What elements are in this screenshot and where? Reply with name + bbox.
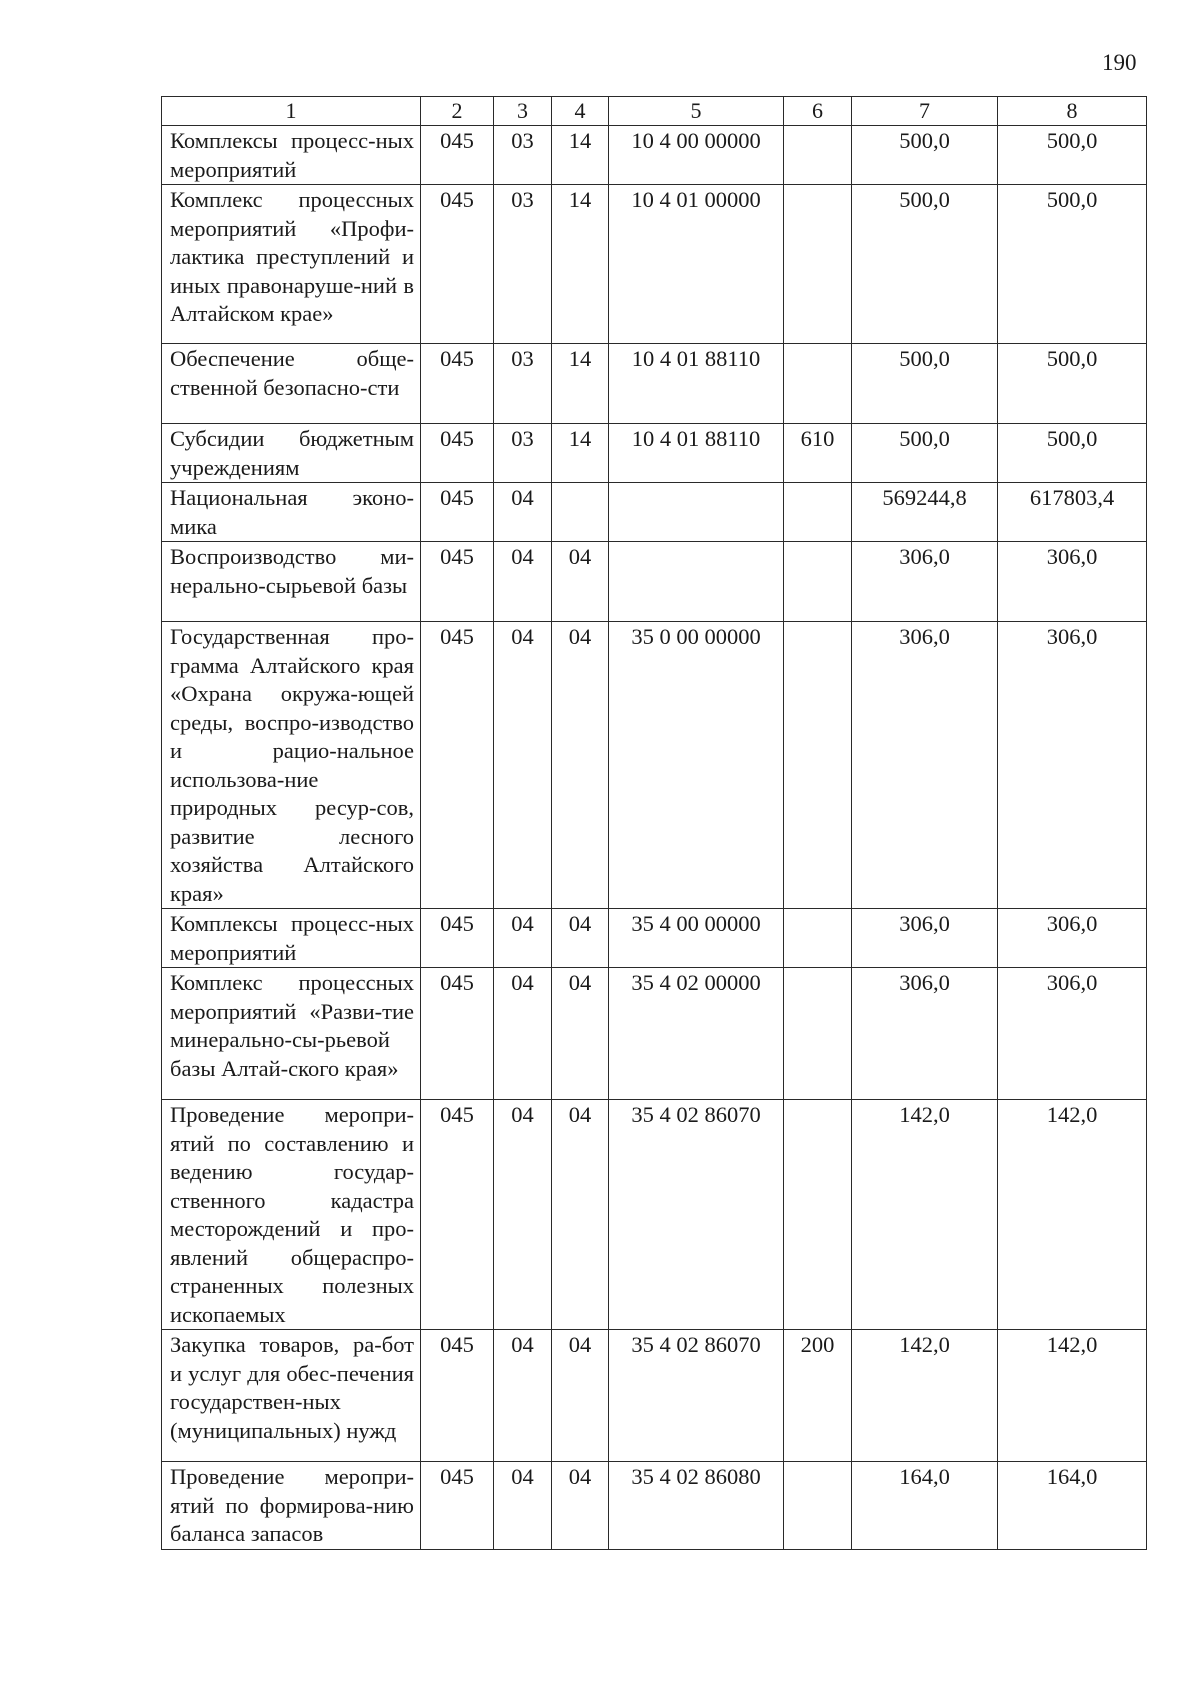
admin-code-cell: 045 [421, 542, 494, 622]
amount-year1-cell: 164,0 [852, 1462, 998, 1550]
subsection-cell: 04 [552, 542, 609, 622]
expense-type-cell [784, 909, 852, 968]
target-article-cell: 10 4 01 88110 [609, 424, 784, 483]
column-header: 8 [998, 97, 1147, 126]
column-header: 1 [162, 97, 421, 126]
section-cell: 04 [494, 968, 552, 1100]
amount-year1-cell: 306,0 [852, 622, 998, 909]
target-article-cell: 35 4 00 00000 [609, 909, 784, 968]
amount-year1-cell: 306,0 [852, 909, 998, 968]
row-name-cell: Проведение меропри-ятий по составлению и ведению государ-ственного кадастра месторождений и про-явлений общераспро-страненных полезных ископаемых [162, 1100, 421, 1330]
table-row [162, 542, 1147, 622]
row-name-cell: Комплекс процессных мероприятий «Разви-тие минерально-сы-рьевой базы Алтай-ского края» [162, 968, 421, 1100]
subsection-cell: 14 [552, 344, 609, 424]
page-number: 190 [1102, 50, 1137, 75]
table-row [162, 483, 1147, 542]
table-row [162, 344, 1147, 424]
admin-code-cell: 045 [421, 1462, 494, 1550]
amount-year2-cell: 500,0 [998, 344, 1147, 424]
subsection-cell: 14 [552, 185, 609, 344]
row-name-cell: Комплекс процессных мероприятий «Профи-лактика преступлений и иных правонаруше-ний в Алтайском крае» [162, 185, 421, 344]
amount-year1-cell: 142,0 [852, 1100, 998, 1330]
subsection-cell: 04 [552, 968, 609, 1100]
target-article-cell: 35 4 02 86070 [609, 1330, 784, 1462]
subsection-cell: 04 [552, 1462, 609, 1550]
table-row [162, 1330, 1147, 1462]
amount-year1-cell: 306,0 [852, 542, 998, 622]
amount-year1-cell: 569244,8 [852, 483, 998, 542]
table-row [162, 622, 1147, 909]
column-header: 2 [421, 97, 494, 126]
table-header-row [162, 97, 1147, 126]
admin-code-cell: 045 [421, 909, 494, 968]
amount-year2-cell: 142,0 [998, 1330, 1147, 1462]
section-cell: 04 [494, 909, 552, 968]
expense-type-cell [784, 622, 852, 909]
admin-code-cell: 045 [421, 1100, 494, 1330]
subsection-cell: 04 [552, 1330, 609, 1462]
row-name-cell: Национальная эконо-мика [162, 483, 421, 542]
table-row [162, 909, 1147, 968]
amount-year1-cell: 306,0 [852, 968, 998, 1100]
expense-type-cell: 200 [784, 1330, 852, 1462]
expense-type-cell [784, 344, 852, 424]
target-article-cell: 35 4 02 86080 [609, 1462, 784, 1550]
admin-code-cell: 045 [421, 126, 494, 185]
row-name-cell: Комплексы процесс-ных мероприятий [162, 909, 421, 968]
subsection-cell [552, 483, 609, 542]
amount-year1-cell: 142,0 [852, 1330, 998, 1462]
amount-year1-cell: 500,0 [852, 424, 998, 483]
row-name-cell: Государственная про-грамма Алтайского края «Охрана окружа-ющей среды, воспро-изводство и рацио-нальное использова-ние природных ресур-сов, развитие лесного хозяйства Алтайского края» [162, 622, 421, 909]
amount-year2-cell: 500,0 [998, 424, 1147, 483]
subsection-cell: 14 [552, 126, 609, 185]
table-row [162, 126, 1147, 185]
amount-year2-cell: 164,0 [998, 1462, 1147, 1550]
target-article-cell: 35 0 00 00000 [609, 622, 784, 909]
section-cell: 03 [494, 185, 552, 344]
column-header: 3 [494, 97, 552, 126]
row-name-cell: Закупка товаров, ра-бот и услуг для обес-печения государствен-ных (муниципальных) нужд [162, 1330, 421, 1462]
section-cell: 03 [494, 126, 552, 185]
expense-type-cell [784, 1100, 852, 1330]
section-cell: 04 [494, 483, 552, 542]
admin-code-cell: 045 [421, 622, 494, 909]
target-article-cell: 35 4 02 00000 [609, 968, 784, 1100]
row-name-cell: Воспроизводство ми-нерально-сырьевой базы [162, 542, 421, 622]
section-cell: 04 [494, 622, 552, 909]
amount-year2-cell: 500,0 [998, 185, 1147, 344]
target-article-cell [609, 542, 784, 622]
admin-code-cell: 045 [421, 185, 494, 344]
admin-code-cell: 045 [421, 1330, 494, 1462]
table-row [162, 185, 1147, 344]
expense-type-cell [784, 126, 852, 185]
section-cell: 03 [494, 344, 552, 424]
section-cell: 03 [494, 424, 552, 483]
expense-type-cell [784, 483, 852, 542]
admin-code-cell: 045 [421, 344, 494, 424]
row-name-cell: Проведение меропри-ятий по формирова-нию баланса запасов [162, 1462, 421, 1550]
section-cell: 04 [494, 542, 552, 622]
table-row [162, 424, 1147, 483]
target-article-cell: 10 4 01 00000 [609, 185, 784, 344]
section-cell: 04 [494, 1462, 552, 1550]
amount-year2-cell: 617803,4 [998, 483, 1147, 542]
table-row [162, 1100, 1147, 1330]
amount-year1-cell: 500,0 [852, 126, 998, 185]
admin-code-cell: 045 [421, 424, 494, 483]
budget-table [161, 96, 1147, 1550]
amount-year2-cell: 306,0 [998, 622, 1147, 909]
section-cell: 04 [494, 1330, 552, 1462]
amount-year2-cell: 142,0 [998, 1100, 1147, 1330]
subsection-cell: 14 [552, 424, 609, 483]
column-header: 7 [852, 97, 998, 126]
target-article-cell: 35 4 02 86070 [609, 1100, 784, 1330]
expense-type-cell [784, 185, 852, 344]
amount-year2-cell: 306,0 [998, 542, 1147, 622]
expense-type-cell [784, 968, 852, 1100]
column-header: 6 [784, 97, 852, 126]
row-name-cell: Субсидии бюджетным учреждениям [162, 424, 421, 483]
amount-year1-cell: 500,0 [852, 344, 998, 424]
amount-year1-cell: 500,0 [852, 185, 998, 344]
target-article-cell: 10 4 00 00000 [609, 126, 784, 185]
subsection-cell: 04 [552, 1100, 609, 1330]
subsection-cell: 04 [552, 909, 609, 968]
amount-year2-cell: 306,0 [998, 909, 1147, 968]
table-row [162, 1462, 1147, 1550]
row-name-cell: Комплексы процесс-ных мероприятий [162, 126, 421, 185]
expense-type-cell [784, 542, 852, 622]
expense-type-cell: 610 [784, 424, 852, 483]
amount-year2-cell: 306,0 [998, 968, 1147, 1100]
admin-code-cell: 045 [421, 483, 494, 542]
table-row [162, 968, 1147, 1100]
admin-code-cell: 045 [421, 968, 494, 1100]
subsection-cell: 04 [552, 622, 609, 909]
section-cell: 04 [494, 1100, 552, 1330]
target-article-cell: 10 4 01 88110 [609, 344, 784, 424]
column-header: 5 [609, 97, 784, 126]
amount-year2-cell: 500,0 [998, 126, 1147, 185]
column-header: 4 [552, 97, 609, 126]
row-name-cell: Обеспечение обще-ственной безопасно-сти [162, 344, 421, 424]
target-article-cell [609, 483, 784, 542]
expense-type-cell [784, 1462, 852, 1550]
